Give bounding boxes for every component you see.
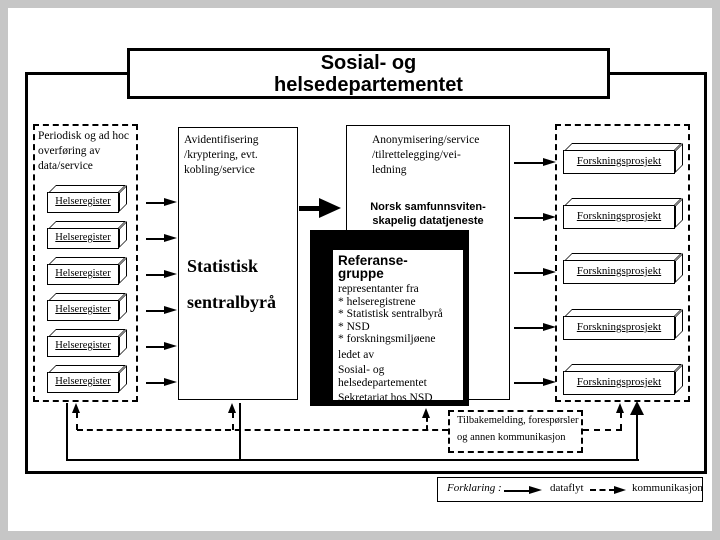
box-top-face: [564, 143, 682, 151]
dataflow-arrowhead-icon: [630, 401, 644, 415]
forskningsprosjekt-box: [563, 316, 675, 340]
communication-line: [77, 429, 448, 431]
ssb-name-line-2: sentralbyrå: [187, 292, 276, 312]
ssb-caption-line: kobling/service: [184, 164, 255, 176]
communication-legend-arrow-icon: [590, 486, 626, 495]
forskningsprosjekt-label: Forskningsprosjekt: [576, 376, 662, 388]
reference-group-content: [333, 250, 463, 400]
communication-arrowhead-icon: [228, 403, 236, 413]
refgroup-member: * helseregistrene: [338, 295, 416, 308]
reference-group-box: [310, 230, 469, 406]
box-top-face: [564, 364, 682, 372]
forskningsprosjekt-box: [563, 260, 675, 284]
box-top-face: [48, 365, 126, 373]
forskningsprosjekt-box: [563, 371, 675, 395]
communication-line: [620, 412, 622, 430]
dataflow-arrow-icon: [146, 342, 177, 351]
legend: [437, 477, 703, 502]
communication-arrowhead-icon: [422, 408, 430, 418]
nsd-caption-line: Anonymisering/service: [372, 134, 480, 146]
refgroup-intro: representanter fra: [338, 283, 419, 295]
title-line-1: Sosial- og: [320, 52, 417, 74]
page-title: [127, 48, 610, 99]
helseregister-label: Helseregister: [55, 196, 111, 207]
feedback-box: [448, 410, 583, 453]
left-panel-caption: [38, 129, 129, 174]
box-top-face: [48, 329, 126, 337]
forskningsprosjekt-label: Forskningsprosjekt: [576, 321, 662, 333]
ssb-caption-line: Avidentifisering: [184, 134, 259, 146]
dataflow-arrow-icon: [514, 378, 556, 387]
dataflow-arrow-icon: [146, 234, 177, 243]
dataflow-line: [636, 414, 638, 460]
feedback-line: og annen kommunikasjon: [457, 432, 566, 443]
feedback-line: Tilbakemelding, forespørsler: [457, 415, 579, 426]
title-line-2: helsedepartementet: [274, 74, 463, 96]
helseregister-box: [47, 264, 119, 285]
dataflow-line: [66, 403, 68, 460]
refgroup-heading-line: Referanse-: [338, 253, 408, 268]
dataflow-arrow-icon: [514, 213, 556, 222]
ssb-caption: [184, 133, 259, 178]
helseregister-box: [47, 192, 119, 213]
nsd-name: [346, 200, 510, 228]
refgroup-member: * forskningsmiljøene: [338, 333, 436, 345]
communication-arrowhead-icon: [616, 403, 624, 413]
refgroup-member: * NSD: [338, 320, 370, 333]
nsd-name-line: Norsk samfunnsviten-: [370, 201, 486, 213]
box-top-face: [48, 293, 126, 301]
dataflow-arrow-icon: [146, 198, 177, 207]
helseregister-label: Helseregister: [55, 268, 111, 279]
nsd-caption-line: ledning: [372, 164, 407, 176]
communication-line: [232, 412, 234, 430]
helseregister-box: [47, 336, 119, 357]
helseregister-label: Helseregister: [55, 376, 111, 387]
communication-arrowhead-icon: [72, 403, 80, 413]
communication-line: [583, 429, 622, 431]
box-top-face: [564, 309, 682, 317]
dataflow-arrow-icon: [146, 378, 177, 387]
legend-label: Forklaring :: [447, 482, 502, 494]
box-top-face: [48, 185, 126, 193]
dataflow-arrow-icon: [514, 158, 556, 167]
nsd-name-line: skapelig datatjeneste: [372, 215, 484, 227]
box-top-face: [564, 253, 682, 261]
communication-line: [426, 417, 428, 430]
forskningsprosjekt-label: Forskningsprosjekt: [576, 155, 662, 167]
left-caption-line: data/service: [38, 160, 93, 172]
refgroup-ledby: ledet av: [338, 348, 375, 361]
main-dataflow-arrow-icon: [299, 198, 341, 218]
helseregister-label: Helseregister: [55, 304, 111, 315]
forskningsprosjekt-box: [563, 150, 675, 174]
communication-line: [76, 412, 78, 430]
box-top-face: [48, 257, 126, 265]
nsd-caption: [372, 133, 479, 178]
helseregister-box: [47, 300, 119, 321]
box-top-face: [564, 198, 682, 206]
forskningsprosjekt-label: Forskningsprosjekt: [576, 265, 662, 277]
dataflow-arrow-icon: [146, 306, 177, 315]
forskningsprosjekt-label: Forskningsprosjekt: [576, 210, 662, 222]
forskningsprosjekt-box: [563, 205, 675, 229]
legend-kommunikasjon-label: kommunikasjon: [632, 482, 703, 494]
legend-dataflyt-label: dataflyt: [550, 482, 584, 494]
refgroup-leader-line: Sosial- og: [338, 364, 385, 376]
box-top-face: [48, 221, 126, 229]
helseregister-box: [47, 228, 119, 249]
helseregister-label: Helseregister: [55, 232, 111, 243]
dataflow-arrow-icon: [146, 270, 177, 279]
refgroup-member: * Statistisk sentralbyrå: [338, 308, 443, 320]
ssb-name-line-1: Statistisk: [187, 256, 259, 276]
dataflow-arrow-icon: [514, 323, 556, 332]
nsd-caption-line: /tilrettelegging/vei-: [372, 149, 461, 161]
dataflow-line: [66, 459, 639, 461]
left-caption-line: Periodisk og ad hoc: [38, 130, 130, 142]
refgroup-secretariat: Sekretariat hos NSD: [338, 392, 433, 400]
dataflow-line: [239, 403, 241, 460]
refgroup-leader-line: helsedepartementet: [338, 376, 427, 389]
dataflow-legend-arrow-icon: [504, 486, 542, 495]
helseregister-label: Helseregister: [55, 340, 111, 351]
left-caption-line: overføring av: [38, 145, 101, 157]
helseregister-box: [47, 372, 119, 393]
ssb-caption-line: /kryptering, evt.: [184, 149, 258, 161]
refgroup-heading-line: gruppe: [338, 266, 384, 281]
dataflow-arrow-icon: [514, 268, 556, 277]
